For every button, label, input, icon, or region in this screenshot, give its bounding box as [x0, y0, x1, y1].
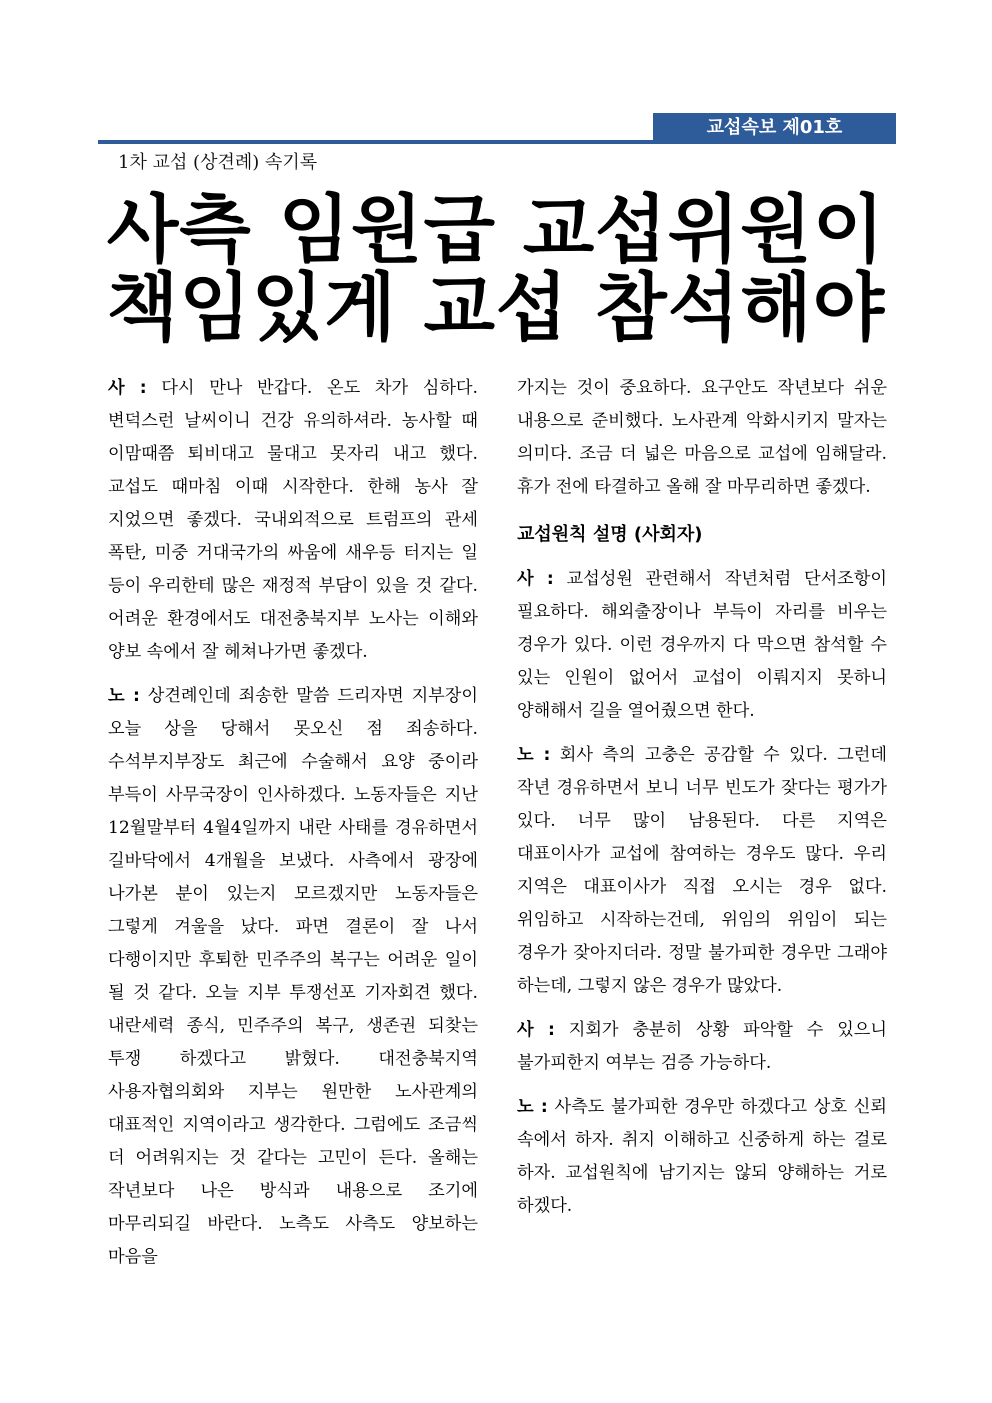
issue-badge: 교섭속보 제01호	[653, 113, 896, 143]
section-title: 교섭원칙 설명 (사회자)	[517, 524, 703, 545]
speaker-label: 사 :	[108, 378, 147, 398]
speaker-label: 노 :	[517, 1097, 548, 1117]
paragraph	[108, 680, 478, 1274]
paragraph	[517, 1091, 887, 1223]
subtitle: 1차 교섭 (상견례) 속기록	[118, 152, 318, 173]
headline-line-2: 책임있게 교섭 참석해야	[106, 265, 886, 351]
right-column	[517, 372, 887, 1234]
paragraph-text: 교섭성원 관련해서 작년처럼 단서조항이 필요하다. 해외출장이나 부득이 자리를 비우는 경우가 있다. 이런 경우까지 다 막으면 참석할 수 있는 인원이 없어서 교섭이 이뤄지지 못하니 양해해서 길을 열어줬으면 한다.	[517, 569, 887, 721]
speaker-label: 노 :	[517, 745, 551, 765]
headline-line-1: 사측 임원급 교섭위원이	[106, 187, 886, 273]
paragraph-text: 다시 만나 반갑다. 온도 차가 심하다. 변덕스런 날씨이니 건강 유의하셔라. 농사할 때 이맘때쯤 퇴비대고 물대고 못자리 내고 했다. 교섭도 때마침 이때 시작한다. 한해 농사 잘 지었으면 좋겠다. 국내외적으로 트럼프의 관세 폭탄, 미중 거대국가의 싸움에 새우등 터지는 일 등이 우리한테 많은 재정적 부담이 있을 것 같다. 어려운 환경에서도 대전충북지부 노사는 이해와 양보 속에서 잘 헤쳐나가면 좋겠다.	[108, 378, 478, 662]
paragraph	[517, 563, 887, 728]
paragraph-text: 회사 측의 고충은 공감할 수 있다. 그런데 작년 경유하면서 보니 너무 빈도가 잦다는 평가가 있다. 너무 많이 남용된다. 다른 지역은 대표이사가 교섭에 참여하는 경우도 많다. 우리 지역은 대표이사가 직접 오시는 경우 없다. 위임하고 시작하는건데, 위임의 위임이 되는 경우가 잦아지더라. 정말 불가피한 경우만 그래야 하는데, 그렇지 않은 경우가 많았다.	[517, 745, 887, 996]
header-rule	[98, 140, 896, 144]
paragraph	[517, 739, 887, 1003]
paragraph	[108, 372, 478, 669]
speaker-label: 노 :	[108, 686, 140, 706]
paragraph	[517, 1014, 887, 1080]
paragraph-text: 지회가 충분히 상황 파악할 수 있으니 불가피한지 여부는 검증 가능하다.	[517, 1020, 888, 1073]
speaker-label: 사 :	[517, 1020, 555, 1040]
speaker-label: 사 :	[517, 569, 554, 589]
left-column	[108, 372, 478, 1285]
paragraph-continuation: 가지는 것이 중요하다. 요구안도 작년보다 쉬운 내용으로 준비했다. 노사관계 악화시키지 말자는 의미다. 조금 더 넓은 마음으로 교섭에 임해달라. 휴가 전에 타결하고 올해 잘 마무리하면 좋겠다.	[517, 378, 887, 497]
paragraph-text: 사측도 불가피한 경우만 하겠다고 상호 신뢰 속에서 하자. 취지 이해하고 신중하게 하는 걸로 하자. 교섭원칙에 남기지는 않되 양해하는 거로 하겠다.	[517, 1097, 887, 1216]
paragraph-text: 상견례인데 죄송한 말씀 드리자면 지부장이 오늘 상을 당해서 못오신 점 죄송하다. 수석부지부장도 최근에 수술해서 요양 중이라 부득이 사무국장이 인사하겠다. 노동자들은 지난 12월말부터 4월4일까지 내란 사태를 경유하면서 길바닥에서 4개월을 보냈다. 사측에서 광장에 나가본 분이 있는지 모르겠지만 노동자들은 그렇게 겨울을 났다. 파면 결론이 잘 나서 다행이지만 후퇴한 민주주의 복구는 어려운 일이 될 것 같다. 오늘 지부 투쟁선포 기자회견 했다. 내란세력 종식, 민주주의 복구, 생존권 되찾는 투쟁 하겠다고 밝혔다. 대전충북지역 사용자협의회와 지부는 원만한 노사관계의 대표적인 지역이라고 생각한다. 그럼에도 조금씩 더 어려워지는 것 같다는 고민이 든다. 올해는 작년보다 나은 방식과 내용으로 조기에 마무리되길 바란다. 노측도 사측도 양보하는 마음을	[108, 686, 478, 1267]
